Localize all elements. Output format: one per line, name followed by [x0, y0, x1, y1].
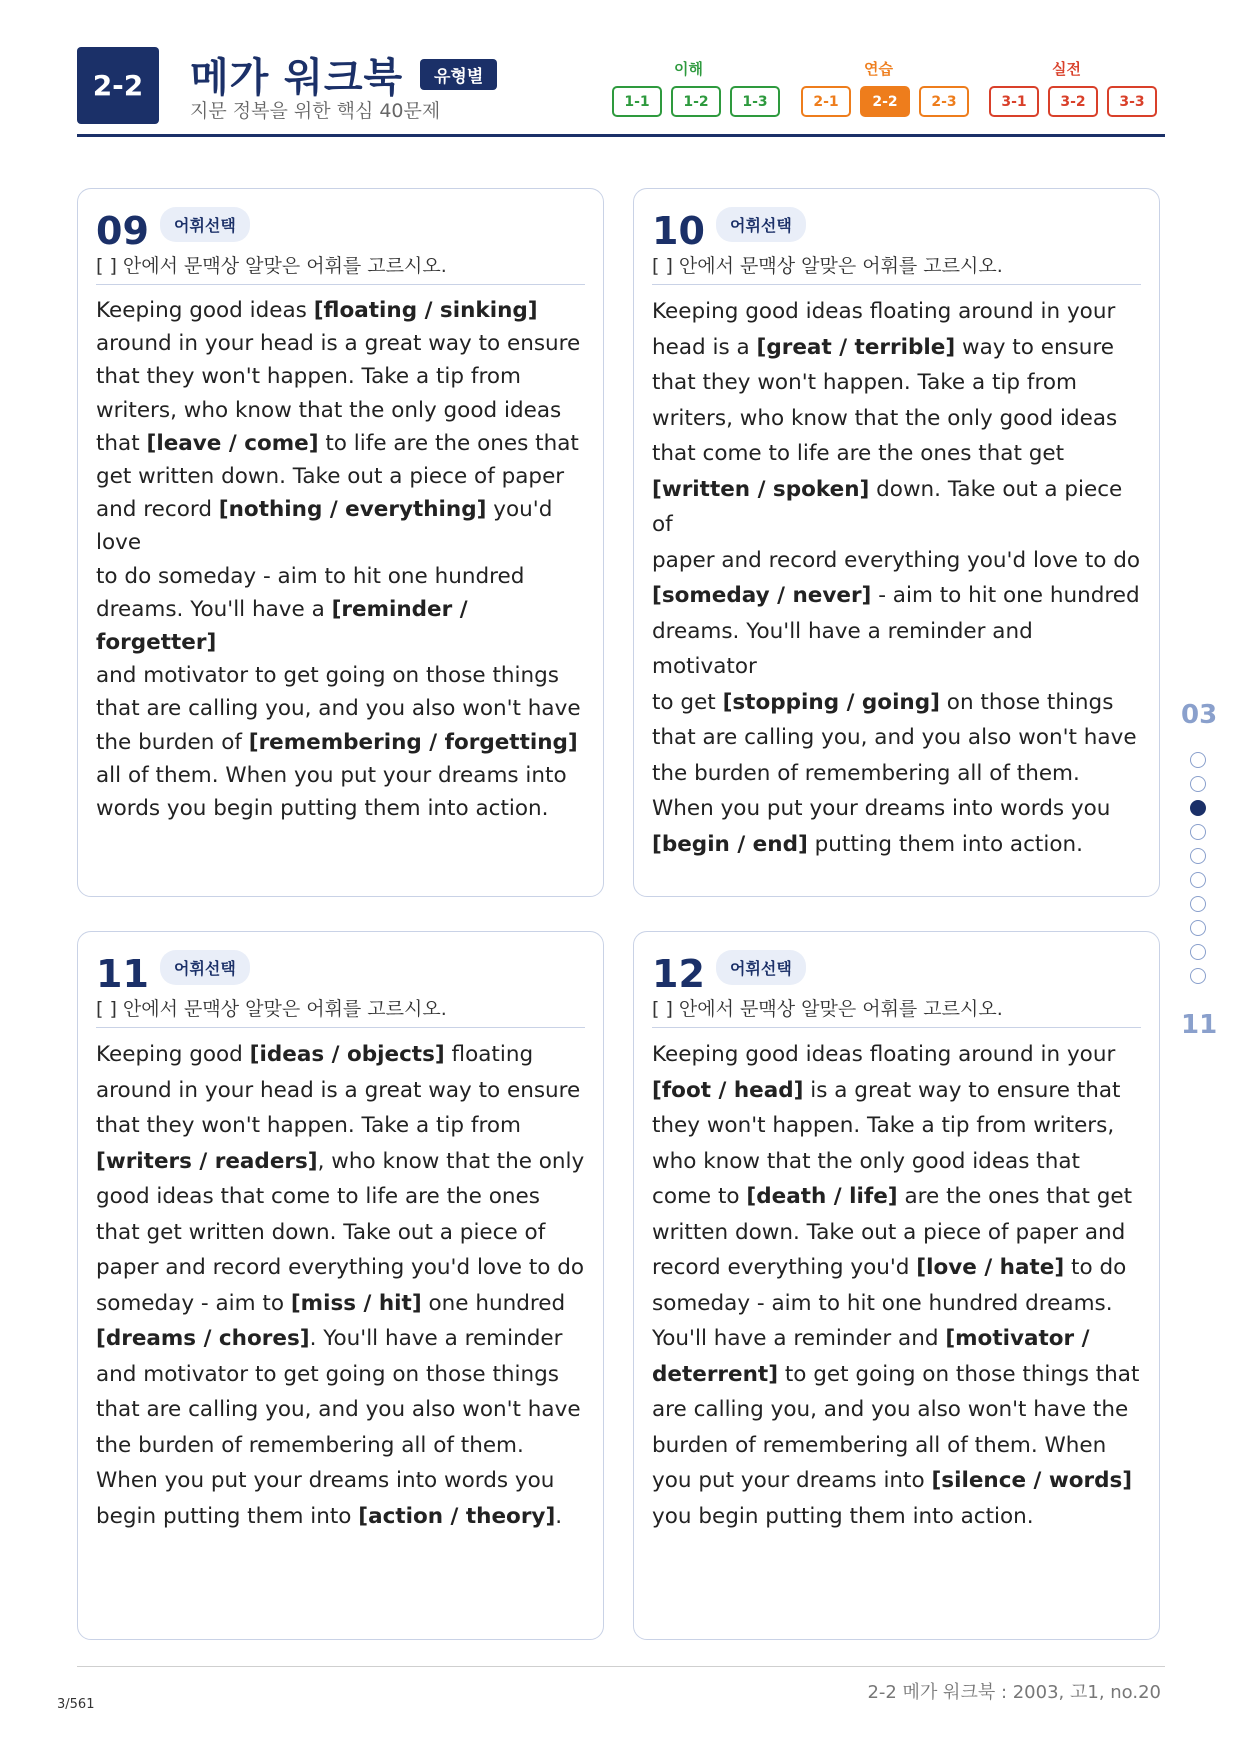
step-2-1[interactable]: 2-1 — [801, 86, 851, 117]
passage-line: all of them. When you put your dreams into — [96, 762, 567, 788]
passage-line: that they won't happen. Take a tip from — [96, 1113, 521, 1138]
step-3-2[interactable]: 3-2 — [1048, 86, 1098, 117]
passage-line: you put your dreams into [silence / words] — [652, 1468, 1133, 1493]
step-1-1[interactable]: 1-1 — [612, 86, 662, 117]
passage-line: paper and record everything you'd love to do — [652, 547, 1141, 573]
answer-choice: [ideas / objects] — [249, 1042, 445, 1067]
answer-choice: [floating / sinking] — [313, 298, 538, 323]
side-nav-dot[interactable] — [1190, 896, 1206, 912]
passage-line: Keeping good ideas [floating / sinking] — [96, 298, 538, 323]
side-nav-dot-active[interactable] — [1190, 800, 1206, 816]
answer-choice: [foot / head] — [652, 1077, 804, 1103]
question-instruction: [ ] 안에서 문맥상 알맞은 어휘를 고르시오. — [652, 998, 1003, 1020]
question-card-11 — [77, 931, 604, 1640]
step-2-2[interactable]: 2-2 — [860, 86, 910, 117]
passage-text — [96, 294, 585, 825]
answer-choice: [motivator / — [945, 1326, 1090, 1351]
passage-line: that are calling you, and you also won't have — [652, 725, 1137, 750]
passage-line: Keeping good ideas floating around in your — [652, 299, 1116, 324]
passage-text — [652, 1037, 1141, 1534]
passage-line: [written / spoken] down. Take out a piece of — [652, 476, 1123, 537]
passage-line: Keeping good ideas floating around in your — [652, 1042, 1116, 1067]
section-badge: 2-2 — [77, 47, 159, 124]
footer-divider — [77, 1666, 1165, 1667]
passage-line: the burden of [remembering / forgetting] — [96, 729, 578, 755]
question-divider — [96, 1027, 585, 1028]
side-nav-dot[interactable] — [1190, 776, 1206, 792]
question-divider — [652, 1027, 1141, 1028]
passage-line: deterrent] to get going on those things that — [652, 1361, 1140, 1387]
passage-line: that they won't happen. Take a tip from — [96, 364, 521, 390]
passage-line: the burden of remembering all of them. — [96, 1432, 524, 1458]
question-number: 12 — [652, 952, 705, 996]
answer-choice: [dreams / chores] — [96, 1326, 310, 1351]
side-nav-dot[interactable] — [1190, 944, 1206, 960]
side-nav-dot[interactable] — [1190, 968, 1206, 984]
passage-line: paper and record everything you'd love to do — [96, 1255, 585, 1280]
passage-line: that are calling you, and you also won't have — [96, 1397, 581, 1422]
answer-choice: deterrent] — [652, 1361, 779, 1387]
answer-choice: [begin / end] — [652, 831, 808, 857]
passage-line: When you put your dreams into words you — [96, 1468, 555, 1493]
passage-text — [96, 1037, 585, 1534]
passage-line: are calling you, and you also won't have the — [652, 1397, 1129, 1422]
passage-line: words you begin putting them into action. — [96, 796, 549, 822]
passage-line: record everything you'd [love / hate] to do — [652, 1255, 1127, 1280]
passage-line: head is a [great / terrible] way to ensure — [652, 334, 1115, 360]
type-tag: 유형별 — [420, 59, 497, 90]
passage-line: they won't happen. Take a tip from writers, — [652, 1113, 1115, 1138]
question-instruction: [ ] 안에서 문맥상 알맞은 어휘를 고르시오. — [96, 255, 447, 277]
question-type-tag: 어휘선택 — [160, 207, 250, 242]
answer-choice: [writers / readers] — [96, 1148, 318, 1174]
question-instruction: [ ] 안에서 문맥상 알맞은 어휘를 고르시오. — [652, 255, 1003, 277]
passage-line: that get written down. Take out a piece of — [96, 1219, 546, 1245]
question-card-12 — [633, 931, 1160, 1640]
page-subtitle: 지문 정복을 위한 핵심 40문제 — [190, 100, 441, 122]
step-1-3[interactable]: 1-3 — [730, 86, 780, 117]
passage-line: to get [stopping / going] on those things — [652, 689, 1114, 715]
question-type-tag: 어휘선택 — [716, 950, 806, 985]
passage-line: You'll have a reminder and [motivator / — [652, 1326, 1090, 1351]
step-3-1[interactable]: 3-1 — [989, 86, 1039, 117]
level-label-practice: 연습 — [864, 60, 893, 78]
passage-line: Keeping good [ideas / objects] floating — [96, 1042, 534, 1067]
question-number: 09 — [96, 209, 149, 253]
passage-line: and motivator to get going on those things — [96, 663, 559, 689]
question-divider — [652, 284, 1141, 285]
page-title: 메가 워크북 — [190, 55, 404, 101]
passage-line: dreams. You'll have a reminder and motivator — [652, 618, 1033, 679]
answer-choice: [nothing / everything] — [218, 497, 487, 523]
passage-line: the burden of remembering all of them. — [652, 760, 1080, 786]
passage-line: written down. Take out a piece of paper and — [652, 1219, 1126, 1245]
page-number: 3/561 — [57, 1697, 95, 1712]
passage-line: writers, who know that the only good ideas — [96, 397, 562, 423]
question-divider — [96, 284, 585, 285]
passage-line: to do someday - aim to hit one hundred — [96, 563, 525, 589]
step-3-3[interactable]: 3-3 — [1107, 86, 1157, 117]
answer-choice: [miss / hit] — [290, 1290, 422, 1316]
passage-line: dreams. You'll have a [reminder / forgetter] — [96, 596, 468, 656]
passage-line: good ideas that come to life are the ones — [96, 1184, 540, 1209]
header-divider — [77, 134, 1165, 137]
step-2-3[interactable]: 2-3 — [919, 86, 969, 117]
passage-line: writers, who know that the only good ideas — [652, 405, 1118, 431]
question-type-tag: 어휘선택 — [160, 950, 250, 985]
passage-line: [foot / head] is a great way to ensure that — [652, 1077, 1121, 1103]
passage-line: [begin / end] putting them into action. — [652, 831, 1083, 857]
side-nav-start: 03 — [1181, 700, 1218, 730]
passage-line: begin putting them into [action / theory]. — [96, 1503, 563, 1529]
question-type-tag: 어휘선택 — [716, 207, 806, 242]
passage-line: who know that the only good ideas that — [652, 1148, 1080, 1174]
passage-line: come to [death / life] are the ones that get — [652, 1184, 1133, 1209]
answer-choice: [great / terrible] — [756, 334, 956, 360]
answer-choice: [death / life] — [746, 1184, 898, 1209]
passage-line: get written down. Take out a piece of paper — [96, 464, 565, 490]
answer-choice: [leave / come] — [146, 430, 319, 456]
side-nav-end: 11 — [1181, 1010, 1218, 1040]
passage-line: that [leave / come] to life are the ones that — [96, 430, 579, 456]
answer-choice: [stopping / going] — [722, 689, 940, 715]
passage-line: and record [nothing / everything] you'd love — [96, 497, 553, 556]
passage-line: someday - aim to [miss / hit] one hundred — [96, 1290, 566, 1316]
passage-line: around in your head is a great way to ensure — [96, 1077, 581, 1103]
question-card-10 — [633, 188, 1160, 897]
answer-choice: [silence / words] — [931, 1468, 1133, 1493]
passage-line: burden of remembering all of them. When — [652, 1432, 1107, 1458]
question-card-09 — [77, 188, 604, 897]
question-instruction: [ ] 안에서 문맥상 알맞은 어휘를 고르시오. — [96, 998, 447, 1020]
side-nav-dot[interactable] — [1190, 920, 1206, 936]
answer-choice: [written / spoken] — [652, 476, 870, 502]
passage-line: around in your head is a great way to ensure — [96, 331, 581, 357]
answer-choice: [love / hate] — [916, 1255, 1065, 1280]
passage-line: that come to life are the ones that get — [652, 441, 1065, 466]
passage-line: that they won't happen. Take a tip from — [652, 370, 1077, 395]
answer-choice: [reminder / forgetter] — [96, 596, 468, 656]
question-number: 11 — [96, 952, 149, 996]
step-1-2[interactable]: 1-2 — [671, 86, 721, 117]
passage-line: you begin putting them into action. — [652, 1503, 1034, 1529]
answer-choice: [someday / never] — [652, 583, 872, 608]
passage-line: someday - aim to hit one hundred dreams. — [652, 1290, 1113, 1316]
passage-line: [dreams / chores]. You'll have a reminder — [96, 1326, 563, 1351]
footer-source: 2-2 메가 워크북 : 2003, 고1, no.20 — [867, 1682, 1161, 1703]
side-nav-dot[interactable] — [1190, 752, 1206, 768]
passage-text — [652, 294, 1141, 862]
answer-choice: [action / theory] — [358, 1503, 556, 1529]
side-nav-dots — [1190, 752, 1210, 992]
side-nav-dot[interactable] — [1190, 872, 1206, 888]
level-label-understand: 이해 — [674, 60, 703, 78]
level-label-actual: 실전 — [1052, 60, 1081, 78]
passage-line: [writers / readers], who know that the only — [96, 1148, 585, 1174]
answer-choice: [remembering / forgetting] — [248, 729, 578, 755]
passage-line: that are calling you, and you also won't have — [96, 696, 581, 722]
passage-line: [someday / never] - aim to hit one hundred — [652, 583, 1140, 608]
side-nav-dot[interactable] — [1190, 824, 1206, 840]
passage-line: and motivator to get going on those things — [96, 1361, 559, 1387]
question-number: 10 — [652, 209, 705, 253]
passage-line: When you put your dreams into words you — [652, 796, 1111, 821]
side-nav-dot[interactable] — [1190, 848, 1206, 864]
